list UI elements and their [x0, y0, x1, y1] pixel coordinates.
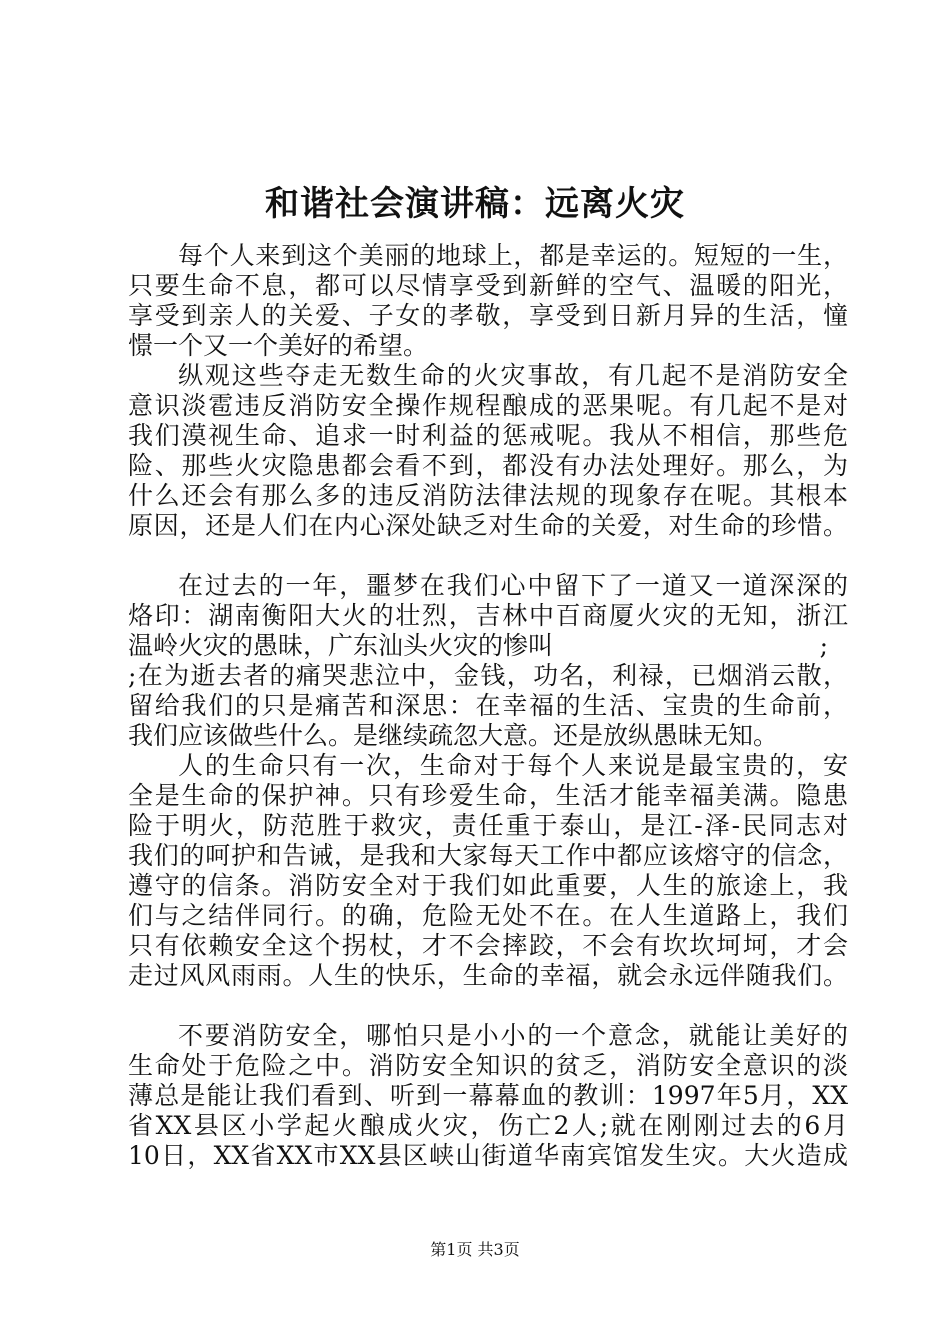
text-line: 什么还会有那么多的违反消防法律法规的现象存在呢。其根本 — [128, 481, 848, 510]
text-line: 留给我们的只是痛苦和深思：在幸福的生活、宝贵的生命前， — [128, 691, 848, 720]
text-line: 温岭火灾的愚昧，广东汕头火灾的惨叫 — [128, 631, 554, 660]
text-line: 不要消防安全，哪怕只是小小的一个意念，就能让美好的 — [178, 1021, 848, 1050]
text-line: 10日，XX省XX市XX县区峡山街道华南宾馆发生灾。大火造成 — [128, 1141, 848, 1170]
text-line: ;在为逝去者的痛哭悲泣中，金钱，功名，利禄，已烟消云散， — [128, 661, 848, 690]
text-line: 走过风风雨雨。人生的快乐，生命的幸福，就会永远伴随我们。 — [128, 961, 848, 990]
text-line: 我们漠视生命、追求一时利益的惩戒呢。我从不相信，那些危 — [128, 421, 848, 450]
document-title: 和谐社会演讲稿：远离火灾 — [265, 184, 685, 224]
document-body — [128, 241, 848, 1171]
text-line: 险于明火，防范胜于救灾，责任重于泰山，是江-泽-民同志对 — [128, 811, 848, 840]
text-line: 们与之结伴同行。的确，危险无处不在。在人生道路上，我们 — [128, 901, 848, 930]
text-line: 纵观这些夺走无数生命的火灾事故，有几起不是消防安全 — [178, 361, 848, 390]
text-line: 我们应该做些什么。是继续疏忽大意。还是放纵愚昧无知。 — [128, 721, 779, 750]
text-line: 薄总是能让我们看到、听到一幕幕血的教训：1997年5月，XX — [128, 1081, 848, 1110]
text-line: 人的生命只有一次，生命对于每个人来说是最宝贵的，安 — [178, 751, 848, 780]
text-line: 只有依赖安全这个拐杖，才不会摔跤，不会有坎坎坷坷，才会 — [128, 931, 848, 960]
text-line: 每个人来到这个美丽的地球上，都是幸运的。短短的一生， — [178, 241, 848, 270]
page-footer: 第1页 共3页 — [430, 1240, 520, 1259]
text-line: 省XX县区小学起火酿成火灾，伤亡2人;就在刚刚过去的6月 — [128, 1111, 848, 1140]
text-line: 只要生命不息，都可以尽情享受到新鲜的空气、温暖的阳光， — [128, 271, 848, 300]
text-line: 生命处于危险之中。消防安全知识的贫乏，消防安全意识的淡 — [128, 1051, 848, 1080]
text-line: 烙印：湖南衡阳大火的壮烈，吉林中百商厦火灾的无知，浙江 — [128, 601, 848, 630]
text-line: 我们的呵护和告诫，是我和大家每天工作中都应该熔守的信念， — [128, 841, 848, 870]
text-line-end: ; — [819, 631, 828, 660]
text-line: 享受到亲人的关爱、子女的孝敬，享受到日新月异的生活，憧 — [128, 301, 848, 330]
text-line-row — [128, 631, 848, 661]
text-line: 遵守的信条。消防安全对于我们如此重要，人生的旅途上，我 — [128, 871, 848, 900]
text-line: 在过去的一年，噩梦在我们心中留下了一道又一道深深的 — [178, 571, 848, 600]
text-line: 原因，还是人们在内心深处缺乏对生命的关爱，对生命的珍惜。 — [128, 511, 848, 540]
text-line: 全是生命的保护神。只有珍爱生命，生活才能幸福美满。隐患 — [128, 781, 848, 810]
paragraph-gap — [128, 991, 848, 1021]
text-line: 憬一个又一个美好的希望。 — [128, 331, 429, 360]
text-line: 险、那些火灾隐患都会看不到，都没有办法处理好。那么，为 — [128, 451, 848, 480]
paragraph-gap — [128, 541, 848, 571]
text-line: 意识淡雹违反消防安全操作规程酿成的恶果呢。有几起不是对 — [128, 391, 848, 420]
